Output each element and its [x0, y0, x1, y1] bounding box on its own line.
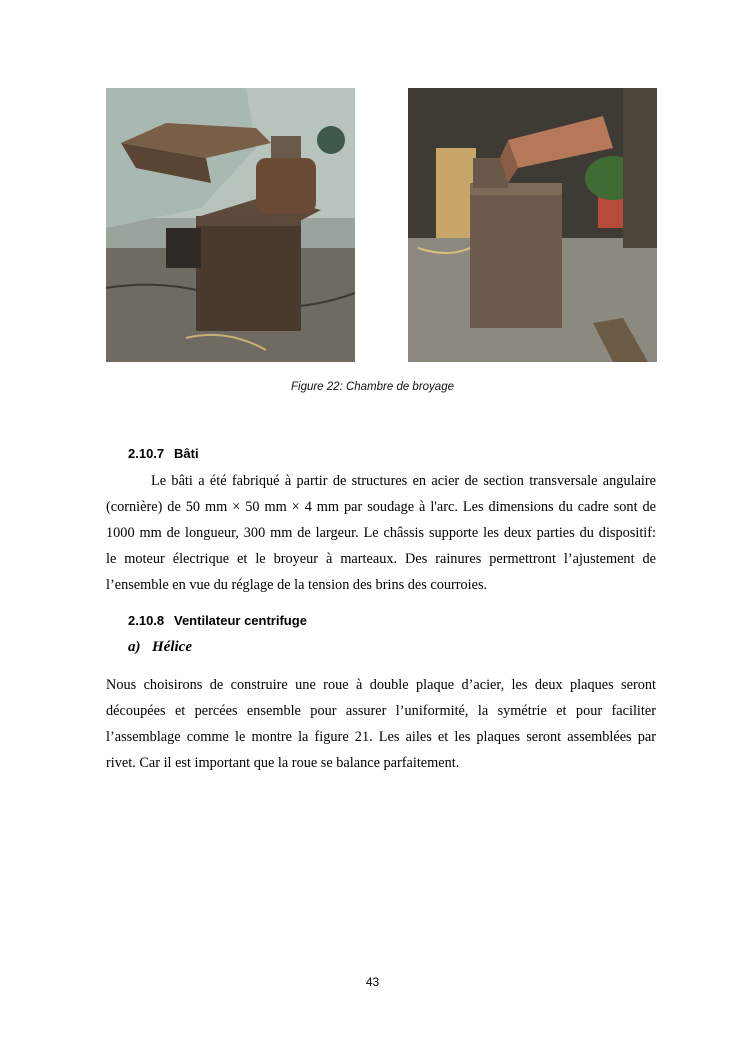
paragraph-line: rivet. Car il est important que la roue se balance parfaitement.: [106, 755, 460, 771]
section-title: Ventilateur centrifuge: [174, 613, 307, 628]
paragraph-line: le moteur électrique et le broyeur à marteaux. Des rainures permettront l’ajustement de: [106, 551, 656, 567]
paragraph-line: Nous choisirons de construire une roue à double plaque d’acier, les deux plaques seront: [106, 677, 656, 693]
section-heading-bati: [128, 446, 199, 461]
paragraph-line: 1000 mm de longueur, 300 mm de largeur. Le châssis supporte les deux parties du dispositif:: [106, 525, 656, 541]
photo-grinding-chamber-front: [408, 88, 657, 362]
paragraph-bati: [106, 468, 656, 598]
paragraph-helice: [106, 672, 656, 776]
section-number: 2.10.8: [128, 613, 165, 628]
paragraph-line: découpées et percées ensemble pour assurer l’uniformité, la symétrie et pour faciliter: [106, 703, 656, 719]
paragraph-line: (cornière) de 50 mm × 50 mm × 4 mm par soudage à l'arc. Les dimensions du cadre sont de: [106, 499, 656, 515]
figure-caption: Figure 22: Chambre de broyage: [290, 381, 454, 393]
section-title: Bâti: [174, 446, 199, 461]
subheading-letter: a): [128, 639, 141, 655]
subheading-helice: [128, 639, 192, 656]
section-heading-ventilateur: [128, 613, 307, 628]
photo-grinding-chamber-side: [106, 88, 355, 362]
paragraph-line: Le bâti a été fabriqué à partir de structures en acier de section transversale angulaire: [151, 473, 656, 489]
section-number: 2.10.7: [128, 446, 165, 461]
paragraph-line: l’assemblage comme le montre la figure 21. Les ailes et les plaques seront assemblées par: [106, 729, 656, 745]
page-number: 43: [365, 975, 380, 989]
paragraph-line: l’ensemble en vue du réglage de la tension des brins des courroies.: [106, 577, 488, 593]
subheading-title: Hélice: [152, 639, 192, 655]
